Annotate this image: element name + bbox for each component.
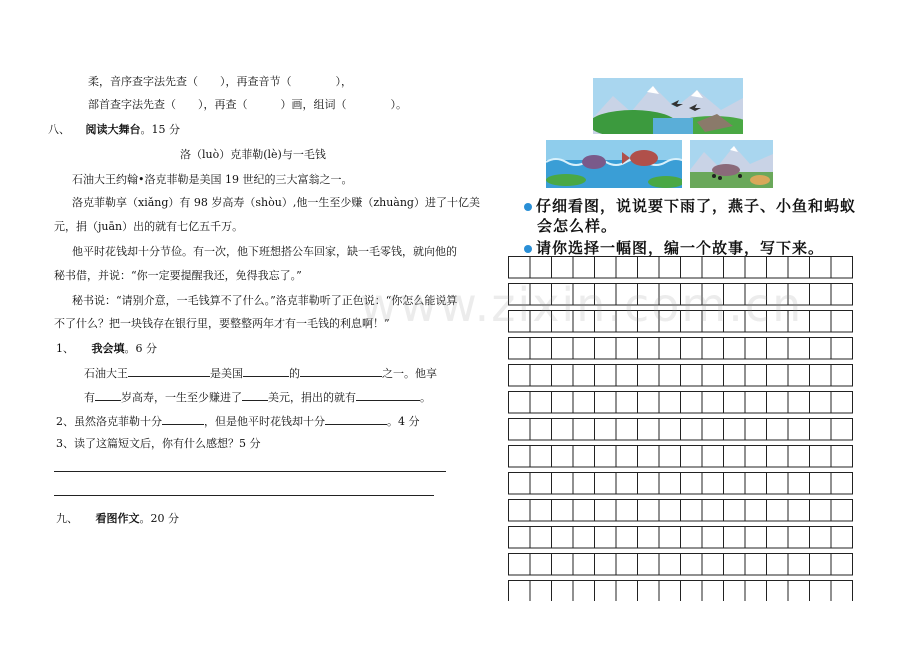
- grid-row[interactable]: [509, 500, 853, 522]
- fill-line-1: [84, 365, 437, 381]
- paragraph-4-line-2: 不了什么？把一块钱存在银行里，要整整两年才有一毛钱的利息啊！”: [54, 317, 390, 330]
- fill-1-text-a: 石油大王: [84, 367, 128, 380]
- question-2-text-a: 2、虽然洛克菲勒十分: [56, 415, 162, 428]
- section-9-title: 看图作文: [95, 512, 140, 525]
- question-1-score: 。6 分: [124, 342, 157, 355]
- picture-swallows: [593, 78, 743, 134]
- section-8-number: 八、: [48, 123, 70, 136]
- instruction-2-text: 请你选择一幅图，编一个故事，写下来。: [536, 239, 825, 257]
- answer-line[interactable]: [54, 495, 434, 496]
- paragraph-1: 石油大王约翰•洛克菲勒是美国 19 世纪的三大富翁之一。: [72, 173, 353, 186]
- fill-1-text-c: 的: [289, 367, 300, 380]
- ants-illustration: [690, 140, 773, 188]
- grid-row[interactable]: [509, 365, 853, 387]
- section-9-score: 。20 分: [139, 512, 179, 525]
- instruction-1-line-1: [524, 196, 856, 216]
- swallows-illustration: [593, 78, 743, 134]
- bullet-dot-icon: [524, 203, 532, 211]
- fill-2-text-d: 。: [420, 391, 431, 404]
- question-1-heading: [56, 342, 157, 356]
- paragraph-2-line-2: 元，捐（juān）出的就有七亿五千万。: [54, 220, 244, 233]
- section-9-heading: [56, 512, 179, 526]
- grid-row[interactable]: [509, 527, 853, 549]
- fill-blank[interactable]: [243, 365, 289, 377]
- instruction-1-text: 仔细看图，说说要下雨了，燕子、小鱼和蚂蚁: [536, 197, 857, 215]
- grid-row[interactable]: [509, 581, 853, 602]
- fill-2-text-a: 有: [84, 391, 95, 404]
- section-8-heading: [48, 123, 180, 137]
- section-8-title: 阅读大舞台: [85, 123, 141, 136]
- fill-blank[interactable]: [325, 413, 387, 425]
- fill-2-text-c: 美元，捐出的就有: [268, 391, 356, 404]
- section-9-number: 九、: [56, 512, 78, 525]
- line-bushou: 部首查字法先查（ ），再查（ ）画，组词（ ）。: [88, 98, 407, 111]
- fill-1-text-b: 是美国: [210, 367, 243, 380]
- fill-blank[interactable]: [128, 365, 210, 377]
- question-1-title: 我会填: [91, 342, 125, 355]
- answer-line[interactable]: [54, 471, 446, 472]
- grid-row[interactable]: [509, 473, 853, 495]
- paragraph-3-line-1: 他平时花钱却十分节俭。有一次，他下班想搭公车回家，缺一毛零钱，就向他的: [72, 245, 457, 258]
- fill-blank[interactable]: [300, 365, 382, 377]
- paragraph-4-line-1: 秘书说：“请别介意，一毛钱算不了什么。”洛克菲勒听了正色说：“你怎么能说算: [72, 294, 458, 307]
- grid-row[interactable]: [509, 446, 853, 468]
- fill-blank[interactable]: [356, 389, 420, 401]
- line-yinxu: 柔，音序查字法先查（ ），再查音节（ ），: [88, 75, 352, 88]
- paragraph-3-line-2: 秘书借，并说：“你一定要提醒我还，免得我忘了。”: [54, 269, 302, 282]
- section-8-score: 。15 分: [140, 123, 180, 136]
- fill-blank[interactable]: [95, 389, 121, 401]
- fill-2-text-b: 岁高寿，一生至少赚进了: [121, 391, 242, 404]
- question-2-text-b: ，但是他平时花钱却十分: [204, 415, 325, 428]
- grid-row[interactable]: [509, 554, 853, 576]
- fill-blank[interactable]: [162, 413, 204, 425]
- fill-blank[interactable]: [242, 389, 268, 401]
- question-3: 3、读了这篇短文后，你有什么感想？5 分: [56, 437, 261, 450]
- picture-fish: [546, 140, 682, 188]
- question-2: [56, 413, 420, 429]
- fish-illustration: [546, 140, 682, 188]
- grid-row[interactable]: [509, 392, 853, 414]
- grid-row[interactable]: [509, 419, 853, 441]
- fill-line-2: [84, 389, 431, 405]
- bullet-dot-icon: [524, 245, 532, 253]
- paragraph-2-line-1: 洛克菲勒享（xiǎng）有 98 岁高寿（shòu）,他一生至少赚（zhuàng）进了十亿美: [72, 196, 480, 209]
- grid-row[interactable]: [509, 338, 853, 360]
- fill-1-text-d: 之一。他享: [382, 367, 437, 380]
- instruction-1-line-2: 会怎么样。: [537, 217, 618, 235]
- question-1-number: 1、: [56, 342, 74, 355]
- instruction-2: [524, 238, 824, 258]
- story-title: 洛（luò）克菲勒(lè)与一毛钱: [180, 148, 326, 161]
- grid-row[interactable]: [509, 257, 853, 279]
- question-2-score: 。4 分: [387, 415, 420, 428]
- watermark: www.zixin.com.cn: [360, 278, 804, 332]
- picture-ants: [690, 140, 773, 188]
